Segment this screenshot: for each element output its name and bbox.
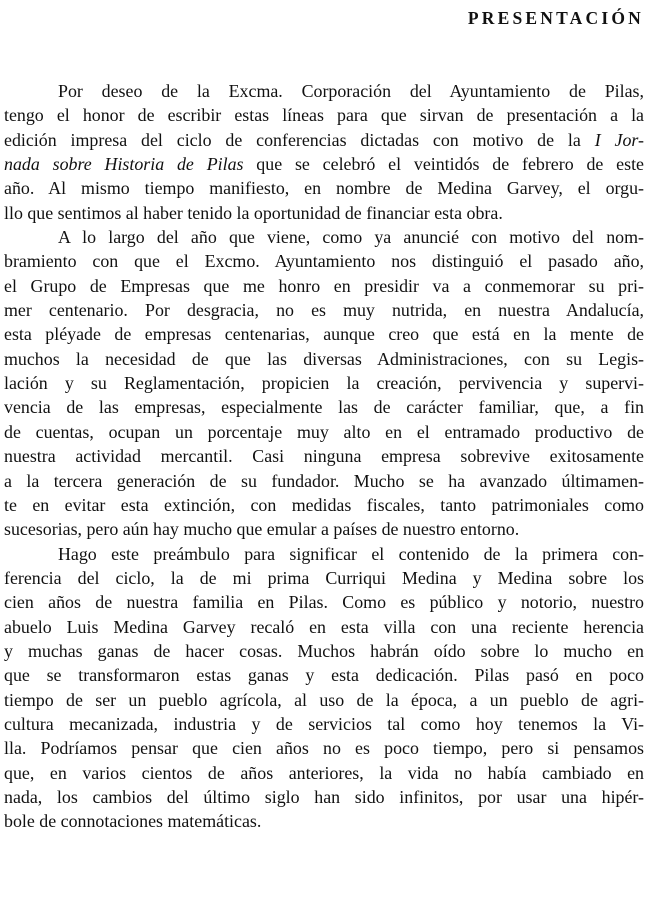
text-line: cien años de nuestra familia en Pilas. Como es público y notorio, nuestro bbox=[4, 592, 644, 613]
text-line: nuestra actividad mercantil. Casi ninguna empresa sobrevive exitosamente bbox=[4, 446, 644, 467]
text-line: muchos la necesidad de que las diversas Administraciones, con su Legis- bbox=[4, 348, 644, 369]
text-line: lación y su Reglamentación, propicien la creación, pervivencia y supervi- bbox=[4, 373, 644, 394]
paragraph-2 bbox=[4, 225, 644, 541]
text-line: que, en varios cientos de años anteriores, la vida no había cambiado en bbox=[4, 762, 644, 783]
italic-title-run: I Jor- bbox=[594, 129, 644, 150]
text-line: mer centenario. Por desgracia, no es muy nutrida, en nuestra Andalucía, bbox=[4, 300, 644, 321]
text-line: el Grupo de Empresas que me honro en presidir va a conmemorar su pri- bbox=[4, 275, 644, 296]
text-line: Por deseo de la Excma. Corporación del Ayuntamiento de Pilas, bbox=[58, 81, 644, 101]
presentation-body bbox=[4, 79, 644, 834]
text-line: abuelo Luis Medina Garvey recaló en esta villa con una reciente herencia bbox=[4, 616, 644, 637]
text-line: y muchas ganas de hacer cosas. Muchos habrán oído sobre lo mucho en bbox=[4, 640, 644, 661]
text-line: sucesorias, pero aún hay mucho que emular a países de nuestro entorno. bbox=[4, 519, 520, 540]
paragraph-1 bbox=[4, 79, 644, 225]
text-line: lla. Podríamos pensar que cien años no es poco tiempo, pero si pensamos bbox=[4, 738, 644, 759]
text-line: llo que sentimos al haber tenido la oportunidad de financiar esta obra. bbox=[4, 202, 503, 223]
text-line: A lo largo del año que viene, como ya anuncié con motivo del nom- bbox=[58, 227, 644, 248]
text-line: año. Al mismo tiempo manifiesto, en nombre de Medina Garvey, el orgu- bbox=[4, 178, 644, 199]
text-line: a la tercera generación de su fundador. Mucho se ha avanzado últimamen- bbox=[4, 470, 644, 491]
text-line: tengo el honor de escribir estas líneas para que sirvan de presentación a la bbox=[4, 105, 644, 126]
text-line: te en evitar esta extinción, con medidas fiscales, tanto patrimoniales como bbox=[4, 494, 644, 515]
text-run: que se celebró el veintidós de febrero de este bbox=[243, 154, 645, 175]
text-line: Hago este preámbulo para significar el contenido de la primera con- bbox=[58, 543, 644, 564]
text-line: de cuentas, ocupan un porcentaje muy alto en el entramado productivo de bbox=[4, 421, 644, 442]
text-line: bramiento con que el Excmo. Ayuntamiento nos distinguió el pasado año, bbox=[4, 251, 644, 272]
italic-title-run: nada sobre Historia de Pilas bbox=[4, 154, 244, 175]
page-header-title: PRESENTACIÓN bbox=[467, 8, 644, 28]
text-run: edición impresa del ciclo de conferencias dictadas con motivo de la bbox=[4, 129, 595, 150]
text-line: vencia de las empresas, especialmente las de carácter familiar, que, a fin bbox=[4, 397, 644, 418]
text-line: nada, los cambios del último siglo han sido infinitos, por usar una hipér- bbox=[4, 786, 644, 807]
text-line: que se transformaron estas ganas y esta dedicación. Pilas pasó en poco bbox=[4, 665, 644, 686]
text-line: tiempo de ser un pueblo agrícola, al uso de la época, a un pueblo de agri- bbox=[4, 689, 644, 710]
text-line: bole de connotaciones matemáticas. bbox=[4, 811, 262, 832]
text-line: cultura mecanizada, industria y de servicios tal como hoy tenemos la Vi- bbox=[4, 713, 644, 734]
paragraph-3 bbox=[4, 542, 644, 834]
text-line: esta pléyade de empresas centenarias, aunque creo que está en la mente de bbox=[4, 324, 644, 345]
text-line bbox=[4, 152, 644, 176]
text-line bbox=[4, 128, 644, 152]
text-line: ferencia del ciclo, la de mi prima Curriqui Medina y Medina sobre los bbox=[4, 567, 644, 588]
